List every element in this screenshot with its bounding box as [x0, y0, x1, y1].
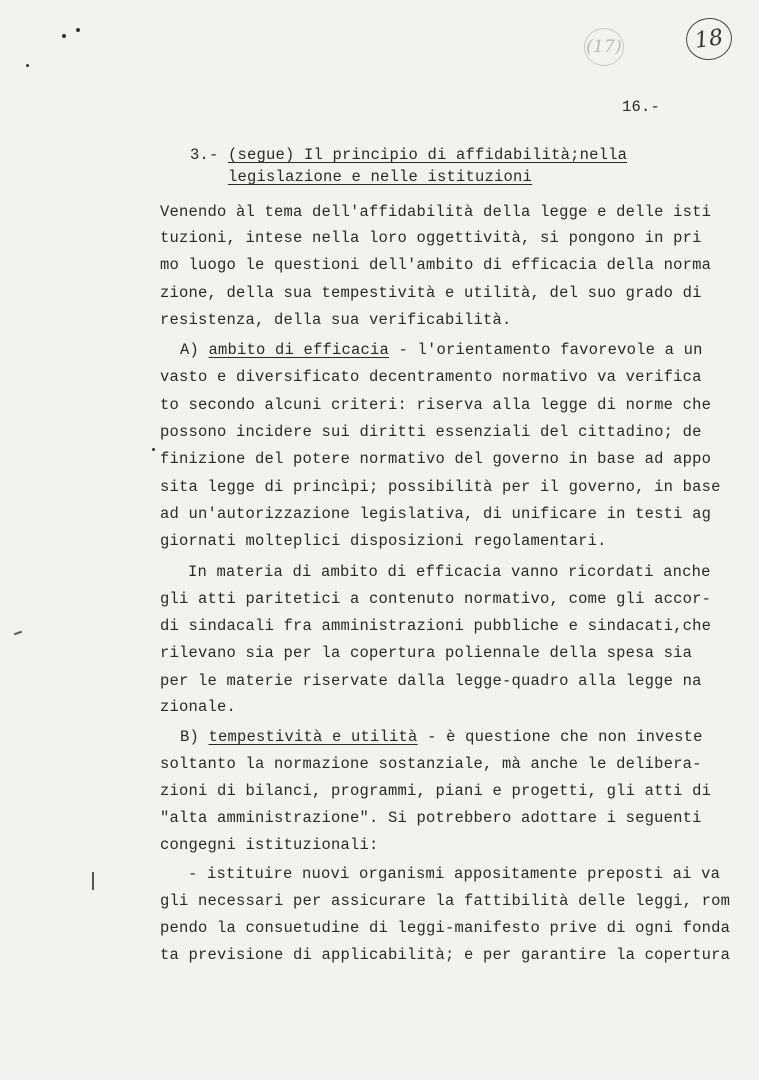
text-line: - istituire nuovi organismi appositamente preposti ai va [188, 865, 721, 883]
ink-speck [62, 34, 66, 38]
section-a-heading-line [180, 340, 703, 360]
text-line: Venendo àl tema dell'affidabilità della legge e delle isti [160, 203, 712, 221]
heading-line-2: legislazione e nelle istituzioni [228, 168, 533, 186]
text-line: giornati molteplici disposizioni regolamentari. [160, 532, 607, 550]
ink-speck [152, 448, 155, 451]
section-b-prefix: B) [180, 728, 209, 746]
text-line: possono incidere sui diritti essenziali del cittadino; de [160, 423, 702, 441]
section-b-rest: - è questione che non investe [417, 728, 703, 746]
margin-mark [14, 631, 22, 636]
text-line: gli atti paritetici a contenuto normativo, come gli accor- [160, 590, 712, 608]
text-line: rilevano sia per la copertura poliennale della spesa sia [160, 644, 693, 662]
section-heading [190, 144, 627, 188]
ink-speck [26, 64, 29, 67]
text-line: tuzioni, intese nella loro oggettività, si pongono in pri [160, 229, 702, 247]
text-line: resistenza, della sua verificabilità. [160, 311, 512, 329]
heading-line-1: (segue) Il principio di affidabilità;nella [228, 146, 628, 164]
text-line: congegni istituzionali: [160, 836, 379, 854]
text-line: pendo la consuetudine di leggi-manifesto prive di ogni fonda [160, 919, 731, 937]
ink-speck [76, 28, 80, 32]
section-b-title: tempestività e utilità [208, 728, 418, 746]
text-line: mo luogo le questioni dell'ambito di efficacia della norma [160, 256, 712, 274]
text-line: zioni di bilanci, programmi, piani e progetti, gli atti di [160, 782, 712, 800]
section-a-title: ambito di efficacia [208, 341, 390, 359]
text-line: soltanto la normazione sostanziale, mà anche le delibera- [160, 755, 702, 773]
section-a-rest: - l'orientamento favorevole a un [389, 341, 703, 359]
text-line: sita legge di princìpi; possibilità per il governo, in base [160, 478, 721, 496]
section-a-prefix: A) [180, 341, 209, 359]
text-line: ta previsione di applicabilità; e per garantire la copertura [160, 946, 731, 964]
text-line: to secondo alcuni criteri: riserva alla legge di norme che [160, 396, 712, 414]
faint-page-stamp: (17) [584, 28, 624, 66]
text-line: zionale. [160, 698, 237, 716]
text-line: "alta amministrazione". Si potrebbero adottare i seguenti [160, 809, 702, 827]
text-line: vasto e diversificato decentramento normativo va verifica [160, 368, 702, 386]
handwritten-page-stamp: 18 [683, 15, 734, 63]
text-line: zione, della sua tempestività e utilità, del suo grado di [160, 284, 702, 302]
text-line: gli necessari per assicurare la fattibilità delle leggi, rom [160, 892, 731, 910]
text-line: di sindacali fra amministrazioni pubbliche e sindacati,che [160, 617, 712, 635]
section-b-heading-line [180, 727, 703, 747]
text-line: finizione del potere normativo del governo in base ad appo [160, 450, 712, 468]
text-line: In materia di ambito di efficacia vanno ricordati anche [188, 563, 711, 581]
page-number: 16.- [622, 98, 661, 116]
heading-prefix: 3.- [190, 146, 229, 164]
margin-mark [92, 872, 94, 890]
text-line: ad un'autorizzazione legislativa, di unificare in testi ag [160, 505, 712, 523]
text-line: per le materie riservate dalla legge-quadro alla legge na [160, 672, 702, 690]
